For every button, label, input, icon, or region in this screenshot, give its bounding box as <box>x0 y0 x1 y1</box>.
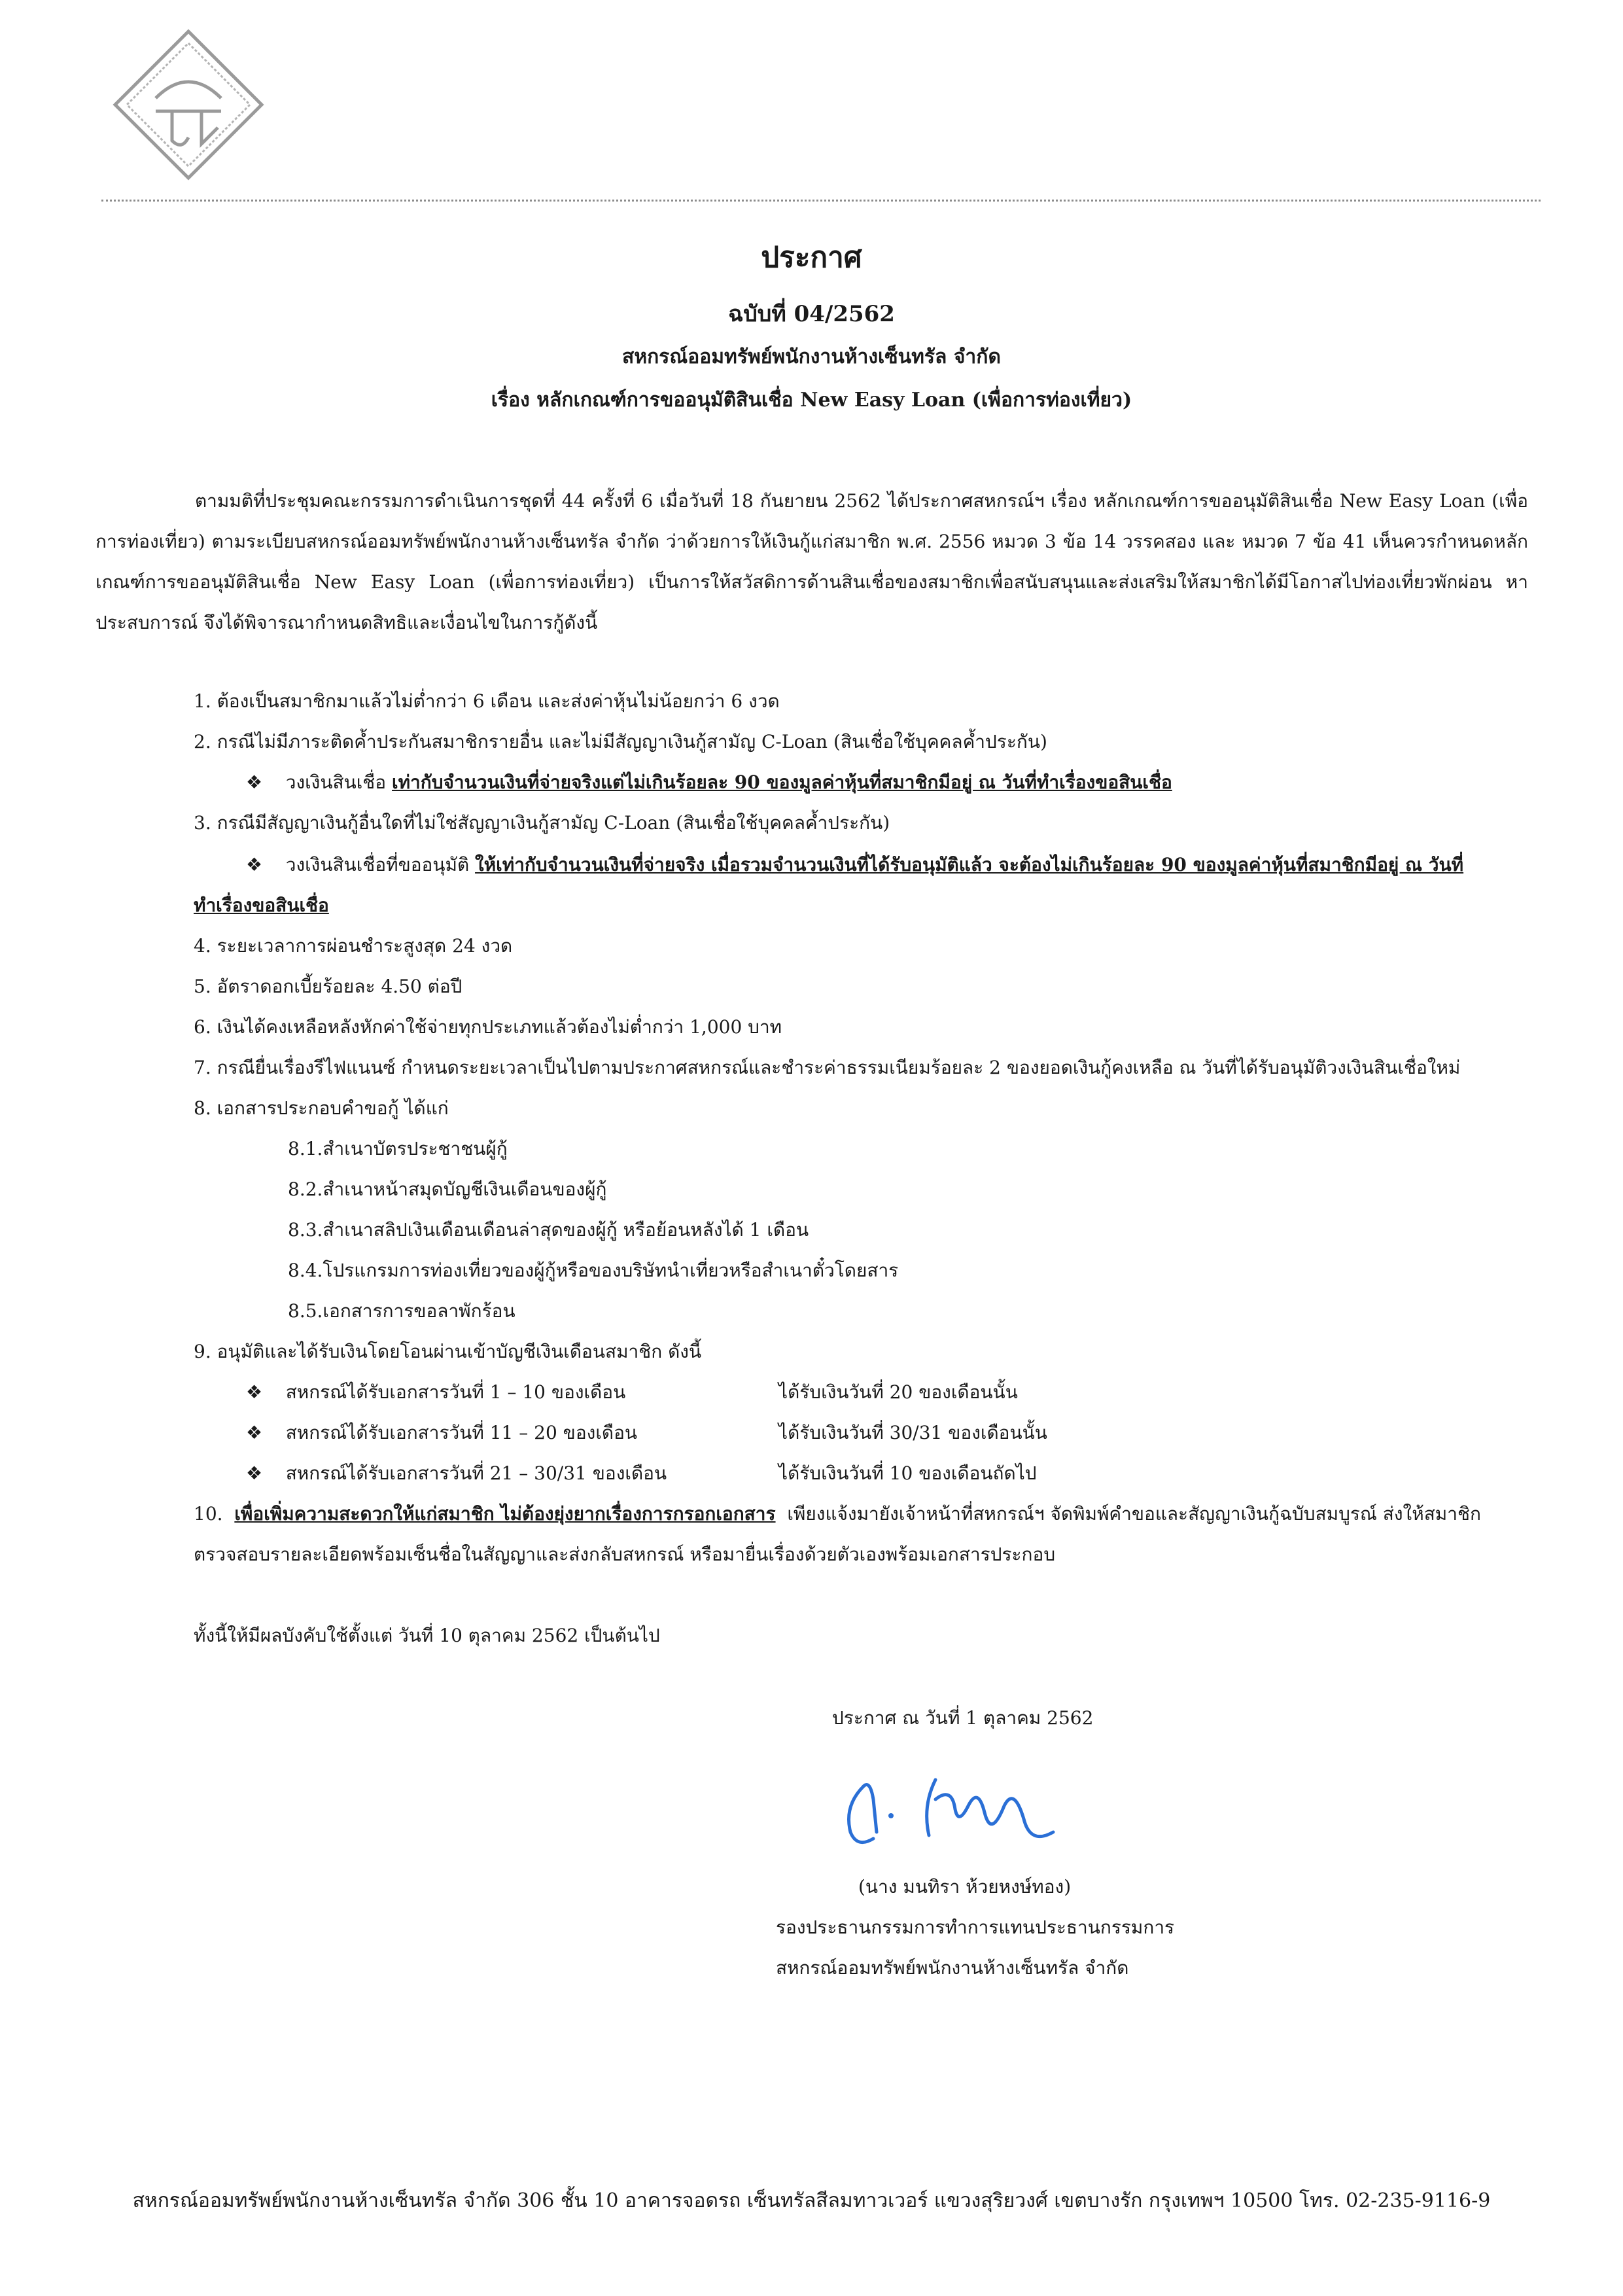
item-8-3: 8.3.สำเนาสลิปเงินเดือนเดือนล่าสุดของผู้กู้ หรือย้อนหลังได้ 1 เดือน <box>288 1219 809 1241</box>
item-8-5: 8.5.เอกสารการขอลาพักร้อน <box>288 1300 515 1322</box>
signer-name: (นาง มนทิรา ห้วยหงษ์ทอง) <box>858 1876 1072 1898</box>
item-9-row-right: ได้รับเงินวันที่ 10 ของเดือนถัดไป <box>778 1462 1037 1484</box>
effective-date: ทั้งนี้ให้มีผลบังคับใช้ตั้งแต่ วันที่ 10 ตุลาคม 2562 เป็นต้นไป <box>194 1625 660 1646</box>
header-divider <box>101 200 1541 202</box>
signer-organization: สหกรณ์ออมทรัพย์พนักงานห้างเซ็นทรัล จำกัด <box>776 1957 1129 1979</box>
item-2-bullet-emphasis: เท่ากับจำนวนเงินที่จ่ายจริงแต่ไม่เกินร้อยละ 90 ของมูลค่าหุ้นที่สมาชิกมีอยู่ ณ วันที่ทำเรื่องขอสินเชื่อ <box>392 771 1172 793</box>
item-8-1: 8.1.สำเนาบัตรประชาชนผู้กู้ <box>288 1138 508 1159</box>
organization-name: สหกรณ์ออมทรัพย์พนักงานห้างเซ็นทรัล จำกัด <box>622 345 1001 368</box>
item-2-bullet <box>246 768 1172 797</box>
item-9-row <box>246 1459 667 1488</box>
bullet-icon: ❖ <box>246 1462 263 1484</box>
item-10-emphasis: เพื่อเพิ่มความสะดวกให้แก่สมาชิก ไม่ต้องยุ่งยากเรื่องการกรอกเอกสาร <box>234 1503 776 1525</box>
item-3-bullet <box>246 851 1463 879</box>
item-3: 3. กรณีมีสัญญาเงินกู้อื่นใดที่ไม่ใช่สัญญาเงินกู้สามัญ C-Loan (สินเชื่อใช้บุคคลค้ำประกัน) <box>194 812 890 834</box>
item-4: 4. ระยะเวลาการผ่อนชำระสูงสุด 24 งวด <box>194 935 513 957</box>
bullet-icon: ❖ <box>246 1422 263 1443</box>
subject-line: เรื่อง หลักเกณฑ์การขออนุมัติสินเชื่อ New Easy Loan (เพื่อการท่องเที่ยว) <box>491 389 1132 412</box>
issue-number: ฉบับที่ 04/2562 <box>728 301 895 327</box>
item-9-row <box>246 1419 637 1447</box>
item-8-2: 8.2.สำเนาหน้าสมุดบัญชีเงินเดือนของผู้กู้ <box>288 1178 607 1200</box>
item-8: 8. เอกสารประกอบคำขอกู้ ได้แก่ <box>194 1097 449 1119</box>
item-10-number: 10. <box>194 1503 223 1525</box>
item-10-text: เพียงแจ้งมายังเจ้าหน้าที่สหกรณ์ฯ จัดพิมพ์คำขอและสัญญาเงินกู้ฉบับสมบูรณ์ ส่งให้สมาชิก <box>787 1503 1481 1525</box>
item-3-bullet-emphasis-cont: ทำเรื่องขอสินเชื่อ <box>194 894 329 916</box>
signer-position: รองประธานกรรมการทำการแทนประธานกรรมการ <box>776 1916 1175 1938</box>
item-5: 5. อัตราดอกเบี้ยร้อยละ 4.50 ต่อปี <box>194 976 462 997</box>
item-1: 1. ต้องเป็นสมาชิกมาแล้วไม่ต่ำกว่า 6 เดือน และส่งค่าหุ้นไม่น้อยกว่า 6 งวด <box>194 690 780 712</box>
cooperative-logo <box>110 26 267 183</box>
item-2-bullet-prefix: วงเงินสินเชื่อ <box>285 771 387 793</box>
bullet-icon: ❖ <box>246 854 263 875</box>
bullet-icon: ❖ <box>246 1381 263 1403</box>
item-3-bullet-cont <box>194 891 329 920</box>
item-9: 9. อนุมัติและได้รับเงินโดยโอนผ่านเข้าบัญชีเงินเดือนสมาชิก ดังนี้ <box>194 1341 702 1362</box>
item-6: 6. เงินได้คงเหลือหลังหักค่าใช้จ่ายทุกประเภทแล้วต้องไม่ต่ำกว่า 1,000 บาท <box>194 1016 782 1038</box>
signature <box>837 1760 1073 1858</box>
item-7: 7. กรณียื่นเรื่องรีไฟแนนซ์ กำหนดระยะเวลาเป็นไปตามประกาศสหกรณ์และชำระค่าธรรมเนียมร้อยละ 2 ของยอดเงินกู้คงเหลือ ณ วันที่ได้รับอนุมัติวงเงินสินเชื่อใหม่ <box>194 1057 1461 1078</box>
item-9-row-right: ได้รับเงินวันที่ 30/31 ของเดือนนั้น <box>778 1422 1047 1443</box>
announcement-date: ประกาศ ณ วันที่ 1 ตุลาคม 2562 <box>832 1707 1094 1729</box>
item-10 <box>194 1500 1481 1528</box>
item-9-row <box>246 1378 625 1407</box>
item-3-bullet-emphasis: ให้เท่ากับจำนวนเงินที่จ่ายจริง เมื่อรวมจำนวนเงินที่ได้รับอนุมัติแล้ว จะต้องไม่เกินร้อยละ 90 ของมูลค่าหุ้นที่สมาชิกมีอยู่ ณ วันที่ <box>475 854 1464 875</box>
item-10-line-2: ตรวจสอบรายละเอียดพร้อมเซ็นชื่อในสัญญาและส่งกลับสหกรณ์ หรือมายื่นเรื่องด้วยตัวเองพร้อมเอกสารประกอบ <box>194 1544 1056 1565</box>
intro-paragraph: ตามมติที่ประชุมคณะกรรมการดำเนินการชุดที่ 44 ครั้งที่ 6 เมื่อวันที่ 18 กันยายน 2562 ได้ประกาศสหกรณ์ฯ เรื่อง หลักเกณฑ์การขออนุมัติสินเชื่อ New Easy Loan (เพื่อการท่องเที่ยว) ตามระเบียบสหกรณ์ออมทรัพย์พนักงานห้างเซ็นทรัล จำกัด ว่าด้วยการให้เงินกู้แก่สมาชิก พ.ศ. 2556 หมวด 3 ข้อ 14 วรรคสอง และ หมวด 7 ข้อ 41 เห็นควรกำหนดหลักเกณฑ์การขออนุมัติสินเชื่อ New Easy Loan (เพื่อการท่องเที่ยว) เป็นการให้สวัสดิการด้านสินเชื่อของสมาชิกเพื่อสนับสนุนและส่งเสริมให้สมาชิกได้มีโอกาสไปท่องเที่ยวพักผ่อน หาประสบการณ์ จึงได้พิจารณากำหนดสิทธิและเงื่อนไขในการกู้ดังนี้ <box>96 490 1528 633</box>
item-9-row-left: สหกรณ์ได้รับเอกสารวันที่ 11 – 20 ของเดือน <box>285 1422 638 1443</box>
item-9-row-right: ได้รับเงินวันที่ 20 ของเดือนนั้น <box>778 1381 1018 1403</box>
bullet-icon: ❖ <box>246 771 263 793</box>
item-9-row-left: สหกรณ์ได้รับเอกสารวันที่ 21 – 30/31 ของเดือน <box>285 1462 667 1484</box>
item-2: 2. กรณีไม่มีภาระติดค้ำประกันสมาชิกรายอื่น และไม่มีสัญญาเงินกู้สามัญ C-Loan (สินเชื่อใช้บุคคลค้ำประกัน) <box>194 731 1047 752</box>
item-3-bullet-prefix: วงเงินสินเชื่อที่ขออนุมัติ <box>285 854 470 875</box>
footer-address: สหกรณ์ออมทรัพย์พนักงานห้างเซ็นทรัล จำกัด 306 ชั้น 10 อาคารจอดรถ เซ็นทรัลสีลมทาวเวอร์ แขวงสุริยวงศ์ เขตบางรัก กรุงเทพฯ 10500 โทร. 02-235-9116-9 <box>132 2189 1491 2212</box>
page-title: ประกาศ <box>761 241 862 274</box>
item-9-row-left: สหกรณ์ได้รับเอกสารวันที่ 1 – 10 ของเดือน <box>285 1381 626 1403</box>
item-8-4: 8.4.โปรแกรมการท่องเที่ยวของผู้กู้หรือของบริษัทนำเที่ยวหรือสำเนาตั๋วโดยสาร <box>288 1260 899 1281</box>
